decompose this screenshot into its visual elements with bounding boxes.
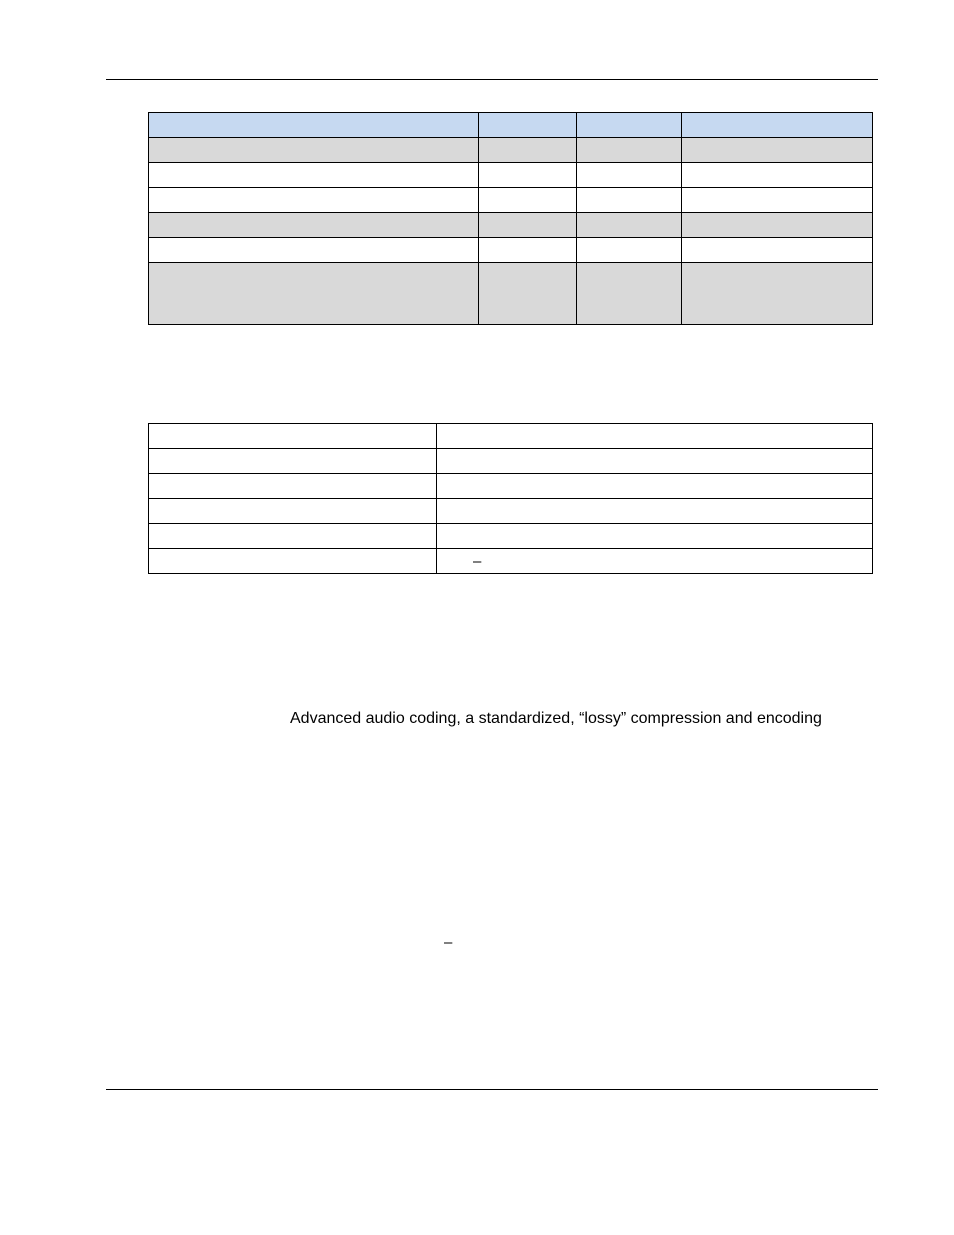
aac-definition-text: Advanced audio coding, a standardized, “lossy” compression and encoding xyxy=(290,710,822,727)
table-row xyxy=(149,138,873,163)
table-1-cell xyxy=(682,238,873,263)
table-2-cell xyxy=(149,499,437,524)
table-1-cell xyxy=(149,113,479,138)
table-2-cell xyxy=(149,524,437,549)
table-1-cell xyxy=(149,163,479,188)
table-1-cell xyxy=(149,238,479,263)
table-row xyxy=(149,263,873,325)
table-1-cell xyxy=(577,188,682,213)
table-1-cell xyxy=(577,263,682,325)
table-1-cell xyxy=(479,238,577,263)
table-1-cell xyxy=(479,188,577,213)
table-2-cell xyxy=(149,474,437,499)
table-row xyxy=(149,213,873,238)
table-1-cell xyxy=(149,138,479,163)
table-1-cell xyxy=(149,188,479,213)
table-1 xyxy=(148,112,873,325)
table-1-header-row xyxy=(149,113,873,138)
table-1-cell xyxy=(682,188,873,213)
table-1-cell xyxy=(479,213,577,238)
table-2-cell xyxy=(149,449,437,474)
table-1-cell xyxy=(682,163,873,188)
table-1-cell xyxy=(577,138,682,163)
dash-glyph: – xyxy=(473,553,482,570)
table-2-cell xyxy=(437,474,873,499)
table-1-cell xyxy=(577,113,682,138)
table-row xyxy=(149,424,873,449)
table-1-cell xyxy=(479,263,577,325)
table-row xyxy=(149,474,873,499)
table-1-cell xyxy=(577,213,682,238)
table-1-cell xyxy=(577,163,682,188)
table-row xyxy=(149,524,873,549)
table-1-cell xyxy=(577,238,682,263)
table-2-cell-dash xyxy=(437,549,873,574)
table-1-cell xyxy=(479,113,577,138)
table-1-cell xyxy=(682,263,873,325)
footer-rule xyxy=(106,1089,878,1090)
table-1-cell xyxy=(682,213,873,238)
table-row xyxy=(149,163,873,188)
table-1-cell xyxy=(479,163,577,188)
table-1-cell xyxy=(479,138,577,163)
table-2 xyxy=(148,423,873,574)
table-1-cell xyxy=(682,138,873,163)
table-row xyxy=(149,549,873,574)
table-1-cell xyxy=(149,213,479,238)
table-2-cell xyxy=(437,449,873,474)
table-2-cell xyxy=(437,524,873,549)
table-2-cell xyxy=(149,549,437,574)
table-2-cell xyxy=(437,424,873,449)
table-2-cell xyxy=(149,424,437,449)
dash-glyph: – xyxy=(444,934,453,951)
table-1-cell xyxy=(149,263,479,325)
table-1-cell xyxy=(682,113,873,138)
table-row xyxy=(149,188,873,213)
table-row xyxy=(149,449,873,474)
table-row xyxy=(149,238,873,263)
table-row xyxy=(149,499,873,524)
header-rule xyxy=(106,79,878,80)
table-2-cell xyxy=(437,499,873,524)
